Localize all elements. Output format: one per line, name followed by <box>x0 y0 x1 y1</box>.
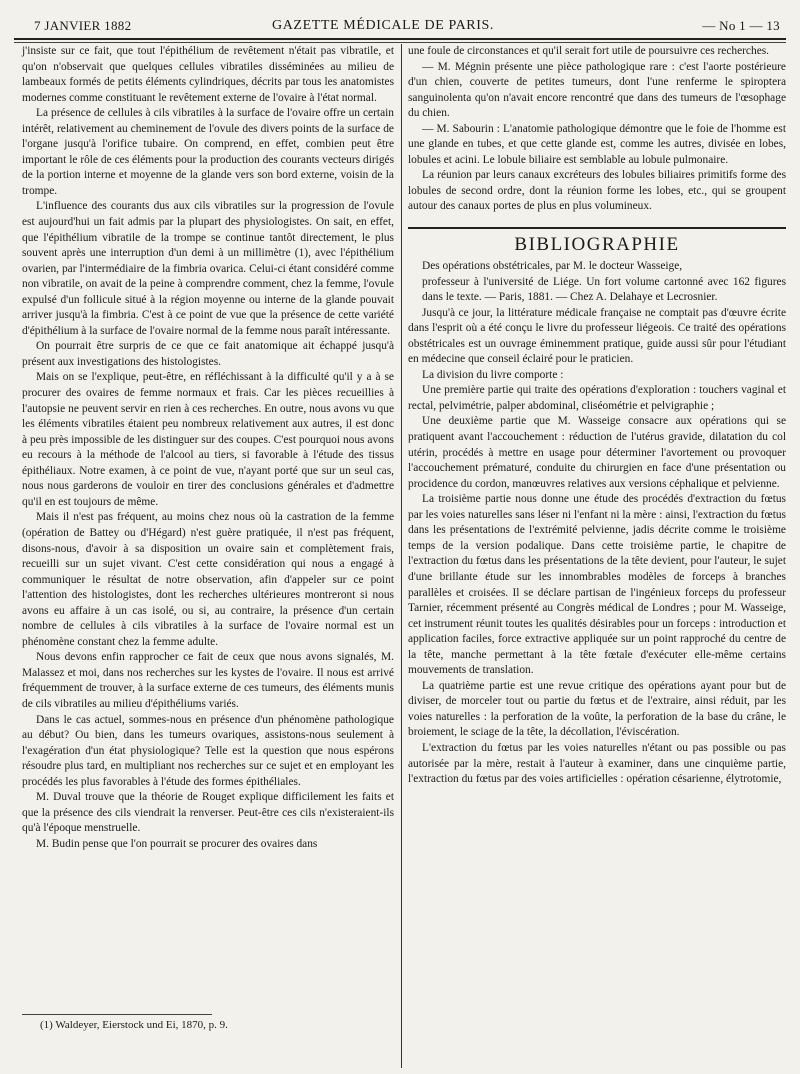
paragraph: La présence de cellules à cils vibratiles à la surface de l'ovaire offre un certain intérêt, relativement au cheminement de l'ovule des divers points de la surface de l'organe jusqu'à l'orifice tubaire. On comprend, en effet, combien peut être important le rôle de ces éléments pour la production des courants vecteurs dirigés de la portion interne et moyenne de la glande vers son bord externe, voisin de la trompe. <box>22 107 394 197</box>
header-issue-page: — No 1 — 13 <box>702 18 780 33</box>
paragraph: — M. Mégnin présente une pièce pathologique rare : c'est l'aorte postérieure d'un chien, couverte de petites tumeurs, dont l'une renferme le spiroptera sanguinolenta qu'on n'avait encore rencontré que dans des tumeurs de l'œsophage du chien. <box>408 60 786 120</box>
paragraph: j'insiste sur ce fait, que tout l'épithélium de revêtement n'était pas vibratile, et qu'on n'observait que quelques cellules vibratiles disséminées au milieu de lambeaux formés de petits éléments cylindriques, décrits par tous les anatomistes modernes comme constituant le revêtement externe de l'ovaire à l'état normal. <box>22 45 394 104</box>
paragraph: Jusqu'à ce jour, la littérature médicale française ne comptait pas d'œuvre écrite dans l'esprit où a été conçu le livre du professeur liégeois. Ce traité des opérations obstétricales est un ouvrage éminemment pratique, guide aussi sûr pour l'étudiant en médecine que conseil éclairé pour le praticien. <box>408 306 786 366</box>
paragraph: Nous devons enfin rapprocher ce fait de ceux que nous avons signalés, M. Malassez et moi, dans nos recherches sur les kystes de l'ovaire. Il nous est arrivé fréquemment de trouver, à la surface externe de ces tumeurs, des éléments munis de cils vibratiles au milieu d'épithéliums variés. <box>22 651 394 710</box>
paragraph: La réunion par leurs canaux excréteurs des lobules biliaires primitifs forme des lobules de second ordre, dont la réunion forme les lobes, etc., qui se groupent autour des canaux portes de plus en plus volumineux. <box>408 169 786 213</box>
page-header <box>14 14 786 40</box>
paragraph: L'influence des courants dus aux cils vibratiles sur la progression de l'ovule est aujourd'hui un fait admis par la plupart des physiologistes. On sait, en effet, que l'épithélium vibratile de la trompe se continue tantôt directement, le plus souvent après une interruption d'un demi à un millimètre (1), avec l'épithélium ovarien, par l'intermédiaire de la fimbria ovarica. Celui-ci étant considéré comme non vibratile, on avait de la peine à comprendre comment, chez la femme, l'ovule expulsé d'un follicule situé à la région moyenne ou interne de la glande pouvait arriver jusqu'à la fimbria. C'est à ce point de vue que la présence de cette variété d'épithélium à la surface de l'ovaire normal de la femme nous paraît intéressante. <box>22 200 394 337</box>
header-journal-title: GAZETTE MÉDICALE DE PARIS. <box>272 18 494 33</box>
paragraph: Mais il n'est pas fréquent, au moins chez nous où la castration de la femme (opération de Battey ou d'Hégard) n'est guère pratiquée, il n'est pas fréquent, disons-nous, d'avoir à sa disposition un ovaire sain et complètement frais, recueilli sur un sujet vivant. C'est cette considération qui nous a engagé à communiquer le résultat de notre observation, afin d'appeler sur ce point l'attention des histologistes, dont les recherches ultérieures montreront si nous avons eu affaire à un cas isolé, ou si, au contraire, la présence d'un certain nombre de cellules à cils vibratiles à la surface de l'ovaire normal est un phénomène constant chez la femme adulte. <box>22 511 394 648</box>
header-date: 7 JANVIER 1882 <box>34 18 132 33</box>
paragraph: L'extraction du fœtus par les voies naturelles n'étant ou pas possible ou pas autorisée par la mère, restait à l'auteur à examiner, dans une cinquième partie, l'extraction du fœtus par des voies artificielles : opération césarienne, élytrotomie, <box>408 741 786 786</box>
paragraph: Dans le cas actuel, sommes-nous en présence d'un phénomène pathologique au début? Ou bien, dans les tumeurs ovariques, assistons-nous seulement à l'exagération d'un état physiologique? Telle est la question que nous espérons résoudre plus tard, en multipliant nos recherches sur ce sujet et en employant les procédés les plus favorables à l'étude des formes épithéliales. <box>22 713 394 788</box>
header-rule <box>14 38 786 40</box>
left-column <box>22 44 394 852</box>
section-rule <box>408 227 786 229</box>
footnote-rule <box>22 1014 212 1015</box>
paragraph: — M. Sabourin : L'anatomie pathologique démontre que le foie de l'homme est une glande en tubes, et que cette glande est, comme les autres, divisée en lobes, lobules et acini. Le lobule biliaire est semblable au lobule pulmonaire. <box>408 122 786 166</box>
footnote: (1) Waldeyer, Eierstock und Ei, 1870, p. 9. <box>40 1019 228 1031</box>
paragraph: La troisième partie nous donne une étude des procédés d'extraction du fœtus par les voies naturelles sans léser ni l'enfant ni la mère : ainsi, l'extraction du fœtus dans les présentations de l'extrémité pelvienne, jadis décrite comme le troisième temps de la version podalique. Dans cette troisième partie, le chapitre de l'extraction du fœtus dans les présentations de la tête devient, pour l'auteur, le sujet d'une brillante étude sur les innombrables modèles de forceps à branches parallèles et croisées. Il se déclare partisan de l'ingénieux forceps du professeur Tarnier, récemment présenté au Congrès médical de Londres ; pour M. Wasseige, cet instrument réunit toutes les qualités désirables pour un forceps : introduction et application faciles, force extractive appliquée sur un point rapproché du centre de la tête, manche permettant à la tête fœtale d'exécuter elle-même certains mouvements de translation. <box>408 493 786 677</box>
paragraph: La quatrième partie est une revue critique des opérations ayant pour but de diviser, de morceler tout ou partie du fœtus et de l'extraire, ainsi réduit, par les voies naturelles : la perforation de la voûte, la perforation de la base du crâne, le broiement, le sciage de la tête, la décollation, l'éviscération. <box>408 679 786 739</box>
paragraph: On pourrait être surpris de ce que ce fait anatomique ait échappé jusqu'à présent aux investigations des histologistes. <box>22 340 394 368</box>
bibliography-entry-details: professeur à l'université de Liége. Un fort volume cartonné avec 162 figures dans le texte. — Paris, 1881. — Chez A. Delahaye et Lecrosnier. <box>422 275 786 304</box>
paragraph: une foule de circonstances et qu'il serait fort utile de poursuivre ces recherches. <box>408 45 770 57</box>
paragraph: Mais on se l'explique, peut-être, en réfléchissant à la difficulté qu'il y a à se procurer des ovaires de femme normaux et frais. Car les pièces recueillies à l'autopsie ne peuvent servir en rien à ces recherches. En outre, nous avons vu que les éléments vibratiles étaient peu nombreux relativement aux autres, il est donc à peu près impossible de les distinguer sur des coupes. C'est pourquoi nous avons eu recours à la méthode de l'alcool au tiers, si favorable à l'étude des tissus épithéliaux. Notre examen, à ce point de vue, n'ayant porté que sur un seul cas, nous nous garderons de vouloir en tirer des conclusions générales et d'admettre qu'il en est toujours de même. <box>22 371 394 508</box>
paragraph: Une première partie qui traite des opérations d'exploration : touchers vaginal et rectal, pelvimétrie, palper abdominal, cliséométrie et pelvigraphie ; <box>408 384 786 412</box>
section-title: BIBLIOGRAPHIE <box>514 234 680 256</box>
right-column <box>408 44 786 788</box>
bibliography-entry <box>408 259 786 306</box>
paragraph: Une deuxième partie que M. Wasseige consacre aux opérations qui se pratiquent avant l'accouchement : réduction de l'utérus gravide, dilatation du col utérin, procédés à mettre en usage pour déterminer l'avortement ou provoquer l'accouchement prématuré, conduite du chirurgien en face d'une présentation ou procidence du cordon, manœuvres relatives aux versions céphalique et pelvienne. <box>408 415 786 490</box>
column-divider <box>401 44 402 1068</box>
paragraph: M. Budin pense que l'on pourrait se procurer des ovaires dans <box>36 837 318 850</box>
header-rule-thin <box>14 42 786 43</box>
bibliography-entry-head: Des opérations obstétricales, par M. le docteur Wasseige, <box>422 260 683 273</box>
paragraph: M. Duval trouve que la théorie de Rouget explique difficilement les faits et que la présence des cils viendrait la renverser. Peut-être ces cils n'existeraient-ils qu'à l'époque menstruelle. <box>22 791 394 835</box>
paragraph: La division du livre comporte : <box>422 368 564 381</box>
